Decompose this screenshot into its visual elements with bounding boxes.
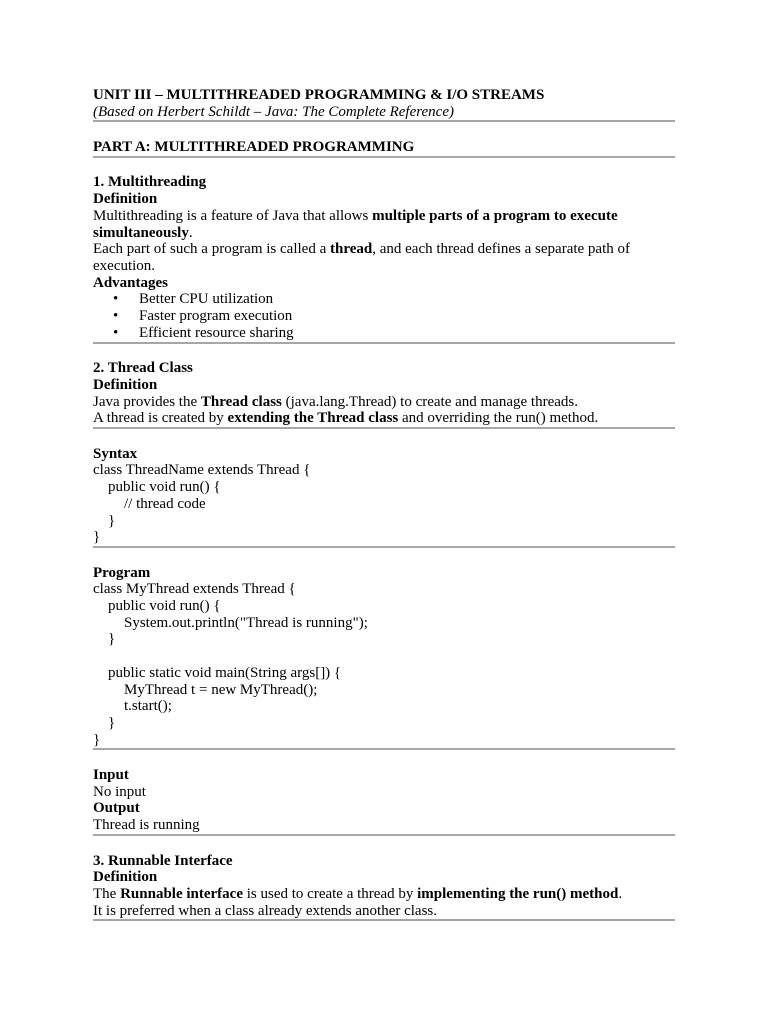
list-item: • Faster program execution [93, 308, 675, 325]
code-line: class ThreadName extends Thread { [93, 462, 311, 479]
section-2-paragraph-2: A thread is created by extending the Thread class and overriding the run() method. [93, 410, 599, 427]
code-line: // thread code [124, 495, 206, 512]
section-3-heading: 3. Runnable Interface [93, 852, 233, 869]
document-content [93, 87, 675, 921]
code-line: t.start(); [124, 698, 172, 715]
unit-title: UNIT III – MULTITHREADED PROGRAMMING & I/O STREAMS [93, 87, 545, 103]
code-line: public void run() { [108, 598, 221, 615]
section-1-advantages-label: Advantages [93, 274, 169, 291]
section-1-definition-label: Definition [93, 191, 158, 208]
section-2-definition-label: Definition [93, 376, 158, 393]
syntax-code-block [93, 462, 675, 546]
advantages-list [93, 291, 675, 341]
code-line: } [93, 529, 101, 546]
list-item: • Efficient resource sharing [93, 325, 675, 342]
input-label: Input [93, 767, 129, 784]
section-1-paragraph-1: Multithreading is a feature of Java that allows multiple parts of a program to execute simultaneously. [93, 207, 618, 241]
program-label: Program [93, 564, 151, 581]
code-line: MyThread t = new MyThread(); [124, 681, 318, 698]
code-line: } [108, 714, 116, 731]
code-line: class MyThread extends Thread { [93, 581, 296, 598]
divider [93, 919, 675, 921]
code-line: } [93, 731, 101, 748]
section-2-paragraph-1: Java provides the Thread class (java.lang.Thread) to create and manage threads. [93, 393, 578, 410]
section-3-paragraph-1: The Runnable interface is used to create a thread by implementing the run() method. [93, 885, 623, 902]
part-a-heading: PART A: MULTITHREADED PROGRAMMING [93, 139, 415, 156]
section-1-heading: 1. Multithreading [93, 174, 207, 191]
code-line: } [108, 512, 116, 529]
section-3-paragraph-2: It is preferred when a class already extends another class. [93, 902, 438, 919]
input-value: No input [93, 783, 146, 800]
program-code-block [93, 581, 675, 748]
code-line: System.out.println("Thread is running"); [124, 614, 368, 631]
section-3-definition-label: Definition [93, 869, 158, 886]
unit-subtitle: (Based on Herbert Schildt – Java: The Complete Reference) [93, 103, 454, 120]
section-1-paragraph-2: Each part of such a program is called a thread, and each thread defines a separate path of execution. [93, 241, 631, 274]
code-line: public static void main(String args[]) { [108, 664, 342, 681]
list-item: • Better CPU utilization [93, 291, 675, 308]
syntax-label: Syntax [93, 445, 138, 462]
code-line: public void run() { [108, 479, 221, 496]
output-label: Output [93, 800, 140, 817]
output-value: Thread is running [93, 817, 200, 834]
section-2-heading: 2. Thread Class [93, 360, 193, 377]
code-line: } [108, 631, 116, 648]
